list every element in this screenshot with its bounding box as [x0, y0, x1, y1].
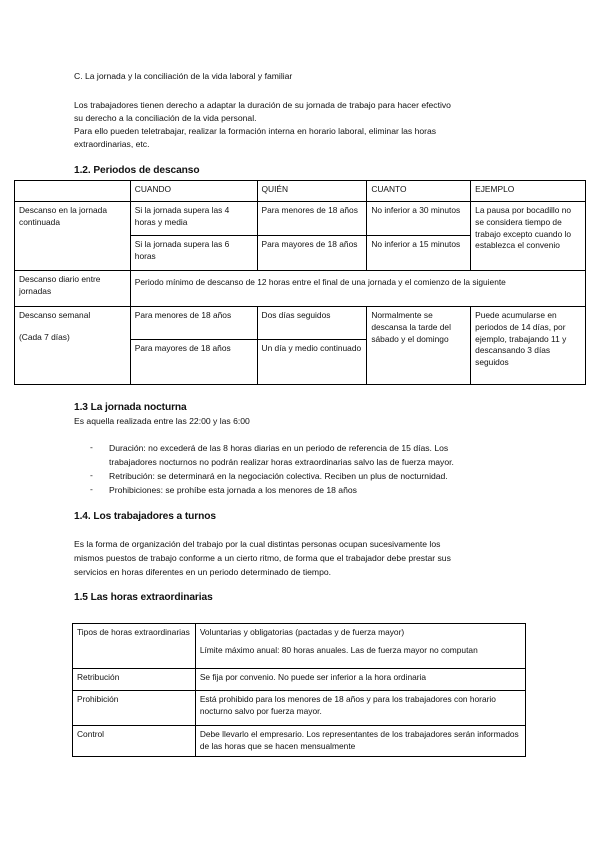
- table-cell: Para mayores de 18 años: [257, 236, 367, 271]
- heading-extra: 1.5 Las horas extraordinarias: [74, 592, 213, 603]
- row-label: [15, 307, 131, 385]
- header-cell: CUANDO: [130, 181, 257, 202]
- table-cell: Para mayores de 18 años: [130, 340, 257, 385]
- table-cell: Para menores de 18 años: [257, 202, 367, 236]
- header-cell: QUIÉN: [257, 181, 367, 202]
- table-header-row: [15, 181, 586, 202]
- header-cell: CUANTO: [367, 181, 471, 202]
- table-row: [15, 271, 586, 307]
- section-c-title: C. La jornada y la conciliación de la vida laboral y familiar: [74, 71, 293, 81]
- cell-line: Voluntarias y obligatorias (pactadas y de fuerza mayor): [199, 627, 405, 637]
- table-row: [73, 669, 526, 691]
- row-label: Descanso diario entre jornadas: [15, 271, 131, 307]
- row-label: Descanso en la jornada continuada: [15, 202, 131, 271]
- table-row: [15, 307, 586, 340]
- table-cell: Se fija por convenio. No puede ser inferior a la hora ordinaria: [195, 669, 525, 691]
- paragraph-line: Es la forma de organización del trabajo por la cual distintas personas ocupan sucesivamente los: [74, 539, 441, 549]
- heading-descanso: 1.2. Periodos de descanso: [74, 165, 200, 176]
- descanso-table: [14, 180, 586, 385]
- bullet-text: Prohibiciones: se prohíbe esta jornada a los menores de 18 años: [109, 485, 357, 495]
- cell-line: Límite máximo anual: 80 horas anuales. Las de fuerza mayor no computan: [199, 644, 478, 655]
- table-cell: No inferior a 15 minutos: [367, 236, 471, 271]
- nocturna-intro: Es aquella realizada entre las 22:00 y las 6:00: [74, 416, 250, 426]
- bullet-text: Duración: no excederá de las 8 horas diarias en un periodo de referencia de 15 días. Los: [109, 443, 449, 453]
- paragraph-line: mismos puestos de trabajo conforme a un cierto ritmo, de forma que el trabajador debe prestar sus: [74, 553, 451, 563]
- table-cell: Puede acumularse en periodos de 14 días, por ejemplo, trabajando 11 y descansando 3 días seguidos: [471, 307, 586, 385]
- bullet-marker: -: [90, 442, 93, 452]
- row-label: Prohibición: [73, 691, 196, 726]
- heading-nocturna: 1.3 La jornada nocturna: [74, 402, 187, 413]
- table-cell: Un día y medio continuado: [257, 340, 367, 385]
- bullet-text: trabajadores nocturnos no podrán realizar horas extraordinarias salvo las de fuerza mayor.: [109, 457, 454, 467]
- table-cell: [195, 624, 525, 669]
- paragraph-line: Para ello pueden teletrabajar, realizar la formación interna en horario laboral, eliminar las horas: [74, 126, 437, 136]
- table-cell: Periodo mínimo de descanso de 12 horas entre el final de una jornada y el comienzo de la siguiente: [130, 271, 585, 307]
- table-row: [73, 726, 526, 757]
- bullet-marker: -: [90, 470, 93, 480]
- table-cell: Si la jornada supera las 4 horas y media: [130, 202, 257, 236]
- table-cell: La pausa por bocadillo no se considera tiempo de trabajo excepto cuando lo establezca el convenio: [471, 202, 586, 271]
- row-label: Control: [73, 726, 196, 757]
- bullet-marker: -: [90, 484, 93, 494]
- semanal-sublabel: (Cada 7 días): [19, 331, 70, 342]
- row-label: Retribución: [73, 669, 196, 691]
- table-cell: Dos días seguidos: [257, 307, 367, 340]
- header-cell: [15, 181, 131, 202]
- paragraph-line: Los trabajadores tienen derecho a adaptar la duración de su jornada de trabajo para hacer efectivo: [74, 100, 451, 110]
- table-row: [15, 202, 586, 236]
- paragraph-line: su derecho a la conciliación de la vida personal.: [74, 113, 257, 123]
- paragraph-line: extraordinarias, etc.: [74, 139, 150, 149]
- paragraph-line: servicios en horas diferentes en un periodo determinado de tiempo.: [74, 567, 332, 577]
- table-cell: Normalmente se descansa la tarde del sábado y el domingo: [367, 307, 471, 385]
- table-cell: No inferior a 30 minutos: [367, 202, 471, 236]
- table-cell: Está prohibido para los menores de 18 años y para los trabajadores con horario nocturno salvo por fuerza mayor.: [195, 691, 525, 726]
- extra-table: [72, 623, 526, 757]
- table-cell: Para menores de 18 años: [130, 307, 257, 340]
- heading-turnos: 1.4. Los trabajadores a turnos: [74, 511, 216, 522]
- row-label: Tipos de horas extraordinarias: [73, 624, 196, 669]
- table-row: [73, 691, 526, 726]
- table-row: [73, 624, 526, 669]
- header-cell: EJEMPLO: [471, 181, 586, 202]
- semanal-label: Descanso semanal: [19, 310, 91, 320]
- bullet-text: Retribución: se determinará en la negociación colectiva. Reciben un plus de nocturnidad.: [109, 471, 448, 481]
- table-cell: Si la jornada supera las 6 horas: [130, 236, 257, 271]
- table-cell: Debe llevarlo el empresario. Los representantes de los trabajadores serán informados de las horas que se hacen mensualmente: [195, 726, 525, 757]
